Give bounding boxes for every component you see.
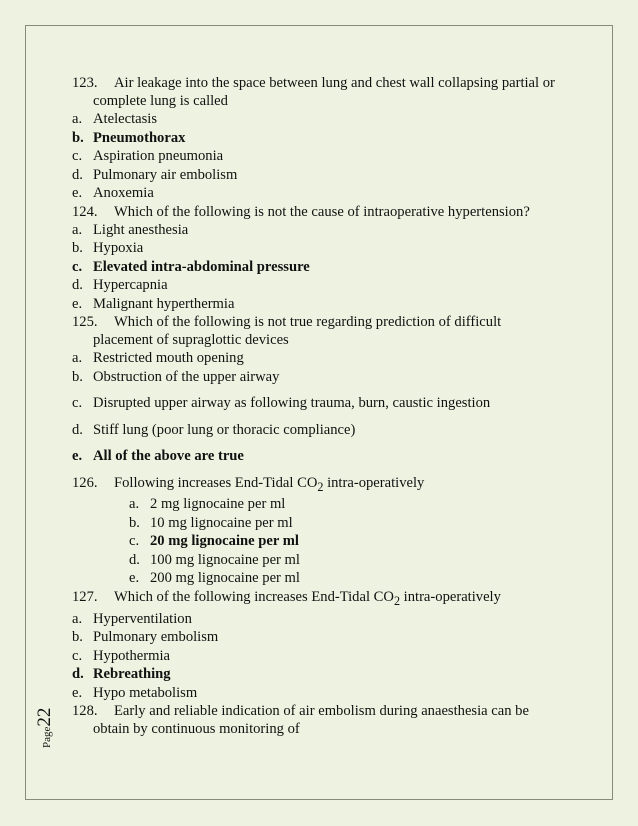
option-c-correct: c. Elevated intra-abdominal pressure — [72, 258, 310, 275]
option-d-correct: d. Rebreathing — [72, 666, 171, 683]
option-c: c. Disrupted upper airway as following trauma, burn, caustic ingestion — [72, 395, 491, 411]
option-b: b. Pulmonary embolism — [72, 629, 219, 646]
option-a: a. Light anesthesia — [72, 221, 189, 238]
page-number — [34, 708, 56, 748]
question-text-cont: placement of supraglottic devices — [93, 332, 289, 348]
option-e: e. 200 mg lignocaine per ml — [129, 570, 300, 587]
question-content — [72, 74, 592, 738]
question-text: Which of the following is not the cause of intraoperative hypertension? — [114, 203, 530, 220]
question-text: Which of the following increases End-Tidal $CO_2$ intra-operatively — [114, 588, 501, 608]
option-e: e. Malignant hyperthermia — [72, 295, 235, 312]
question-number: 127. — [72, 588, 98, 605]
question-number: 128. — [72, 703, 98, 720]
option-e: e. Hypo metabolism — [72, 684, 198, 701]
option-d: d. Stiff lung (poor lung or thoracic compliance) — [72, 421, 356, 438]
question-text: Following increases End-Tidal $CO_2$ intra-operatively — [114, 474, 425, 494]
question-128 — [72, 702, 592, 720]
option-d: d. Hypercapnia — [72, 277, 168, 293]
question-number: 123. — [72, 75, 98, 91]
question-text-cont: complete lung is called — [93, 93, 228, 109]
question-number: 125. — [72, 314, 98, 330]
option-b-correct: b. Pneumothorax — [72, 129, 186, 146]
option-c-correct: 20 mg lignocaine per ml — [150, 533, 299, 550]
option-c: c. Hypothermia — [72, 647, 171, 664]
option-e-correct: e. All of the above are true — [72, 448, 244, 464]
option-d: d. 100 mg lignocaine per ml — [129, 551, 300, 568]
option-b: b. 10 mg lignocaine per ml — [129, 514, 293, 531]
question-text: Which of the following is not true regarding prediction of difficult — [114, 314, 502, 330]
option-e: e. Anoxemia — [72, 185, 154, 201]
option-a: a. 2 mg lignocaine per ml — [129, 496, 286, 513]
question-124 — [72, 203, 592, 221]
question-number: 124. — [72, 203, 98, 220]
option-b: b. Hypoxia — [72, 240, 144, 256]
option-a: a. Restricted mouth opening — [72, 350, 244, 366]
question-126 — [72, 474, 592, 496]
option-c: c. Aspiration pneumonia — [72, 148, 224, 164]
option-b: b. Obstruction of the upper airway — [72, 368, 280, 385]
question-127 — [72, 588, 592, 610]
option-c: c. 20 mg lignocaine per ml — [129, 533, 299, 550]
question-text: Air leakage into the space between lung and chest wall collapsing partial or — [114, 75, 555, 91]
question-number: 126. — [72, 474, 98, 491]
option-d: d. Pulmonary air embolism — [72, 166, 238, 183]
question-text: Early and reliable indication of air embolism during anaesthesia can be — [114, 703, 529, 720]
page-number-value: 22 — [34, 707, 55, 727]
question-text-cont: obtain by continuous monitoring of — [93, 721, 300, 738]
question-125 — [72, 313, 592, 331]
option-a: a. Atelectasis — [72, 111, 158, 127]
question-123 — [72, 74, 592, 92]
page-label: Page — [41, 726, 53, 748]
option-a: a. Hyperventilation — [72, 610, 192, 627]
